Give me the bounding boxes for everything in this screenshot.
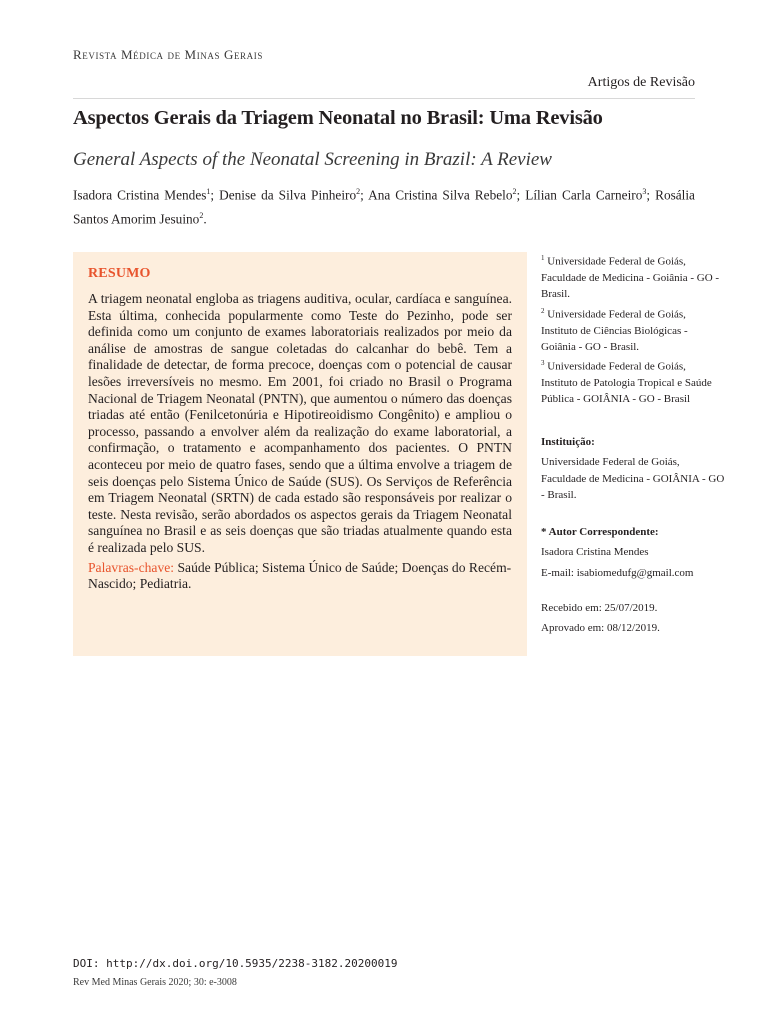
institution-text: Universidade Federal de Goiás, Faculdade de Medicina - GOIÂNIA - GO - Brasil. (541, 456, 725, 501)
author-affiliation-mark: 2 (356, 187, 361, 196)
author-separator: . (203, 211, 207, 227)
dates-block (541, 598, 725, 638)
doi-link[interactable]: DOI: http://dx.doi.org/10.5935/2238-3182.20200019 (73, 957, 398, 970)
author-name: Lílian Carla Carneiro (525, 187, 643, 203)
affiliation-text: Universidade Federal de Goiás, Instituto de Patologia Tropical e Saúde Pública - GOIÂNIA - GO - Brasil (541, 360, 712, 406)
article-title: Aspectos Gerais da Triagem Neonatal no Brasil: Uma Revisão (73, 107, 603, 129)
header-divider (73, 98, 695, 99)
institution-block (541, 434, 725, 503)
author-name: Rosália Santos Amorim Jesuino (73, 187, 695, 227)
approved-date: Aprovado em: 08/12/2019. (541, 622, 660, 634)
affiliations (541, 250, 725, 408)
affiliation-text: Universidade Federal de Goiás, Instituto de Ciências Biológicas - Goiânia - GO - Brasil. (541, 308, 688, 353)
journal-name: Revista Médica de Minas Gerais (73, 47, 263, 62)
author-affiliation-mark: 2 (199, 211, 204, 221)
keywords-text: Saúde Pública; Sistema Único de Saúde; Doenças do Recém-Nascido; Pediatria. (88, 559, 512, 592)
author-separator: ; (210, 187, 220, 203)
author-name: Denise da Silva Pinheiro (219, 187, 357, 203)
received-date: Recebido em: 25/07/2019. (541, 602, 658, 614)
author-list (73, 181, 695, 230)
author-separator: ; (516, 187, 526, 203)
corresponding-author-block (541, 524, 725, 581)
abstract-box (73, 252, 527, 656)
article-subtitle: General Aspects of the Neonatal Screening in Brazil: A Review (73, 149, 552, 170)
author-name: Ana Cristina Silva Rebelo (368, 187, 513, 203)
affiliation-item (541, 303, 725, 356)
corresponding-author-email[interactable]: E-mail: isabiomedufg@gmail.com (541, 566, 694, 579)
citation: Rev Med Minas Gerais 2020; 30: e-3008 (73, 977, 237, 988)
affiliation-item (541, 250, 725, 303)
affiliation-text: Universidade Federal de Goiás, Faculdade de Medicina - Goiânia - GO - Brasil. (541, 255, 720, 301)
author-separator: ; (646, 187, 656, 203)
section-label: Artigos de Revisão (587, 75, 695, 90)
author-affiliation-mark: 1 (206, 187, 211, 196)
affiliation-mark: 3 (541, 359, 545, 368)
author-affiliation-mark: 2 (512, 187, 517, 196)
affiliation-item (541, 355, 725, 408)
affiliation-mark: 1 (541, 254, 545, 262)
keywords (88, 560, 512, 593)
author-name: Isadora Cristina Mendes (73, 187, 207, 203)
institution-label: Instituição: (541, 436, 595, 448)
author-separator: ; (360, 187, 369, 203)
author-affiliation-mark: 3 (642, 187, 647, 196)
abstract-heading: RESUMO (88, 266, 151, 281)
corresponding-author-name: Isadora Cristina Mendes (541, 546, 649, 559)
affiliation-mark: 2 (541, 306, 545, 315)
keywords-label: Palavras-chave: (88, 559, 175, 575)
abstract-text: A triagem neonatal engloba as triagens auditiva, ocular, cardíaca e sanguínea. Esta última, conhecida popularmente como Teste do Pezinho, pode ser definida como um conjunto de exames laboratoriais realizados por meio da análise de amostras de sangue coletadas do calcanhar do bebê. Tem a finalidade de detectar, de forma precoce, doenças com o potencial de causar lesões irreversíveis no mesmo. Em 2001, foi criado no Brasil o Programa Nacional de Triagem Neonatal (PNTN), que aumentou o número das doenças triadas até então (Fenilcetonúria e Hipotireoidismo Congênito) e ampliou o processo, passando a envolver além da realização do exame laboratorial, a confirmação, o tratamento e acompanhamento dos pacientes. O PNTN aconteceu por meio de quatro fases, sendo que a última envolve a triagem de seis doenças pelo Sistema Único de Saúde (SUS). Os Serviços de Referência em Triagem Neonatal (SRTN) de cada estado são responsáveis por realizar o teste. Nesta revisão, serão abordados os aspectos gerais da Triagem Neonatal sanguínea no Brasil e as seis doenças que são triadas atualmente quando esta é realizada pelo SUS. (88, 291, 512, 555)
corresponding-author-label: * Autor Correspondente: (541, 526, 659, 538)
